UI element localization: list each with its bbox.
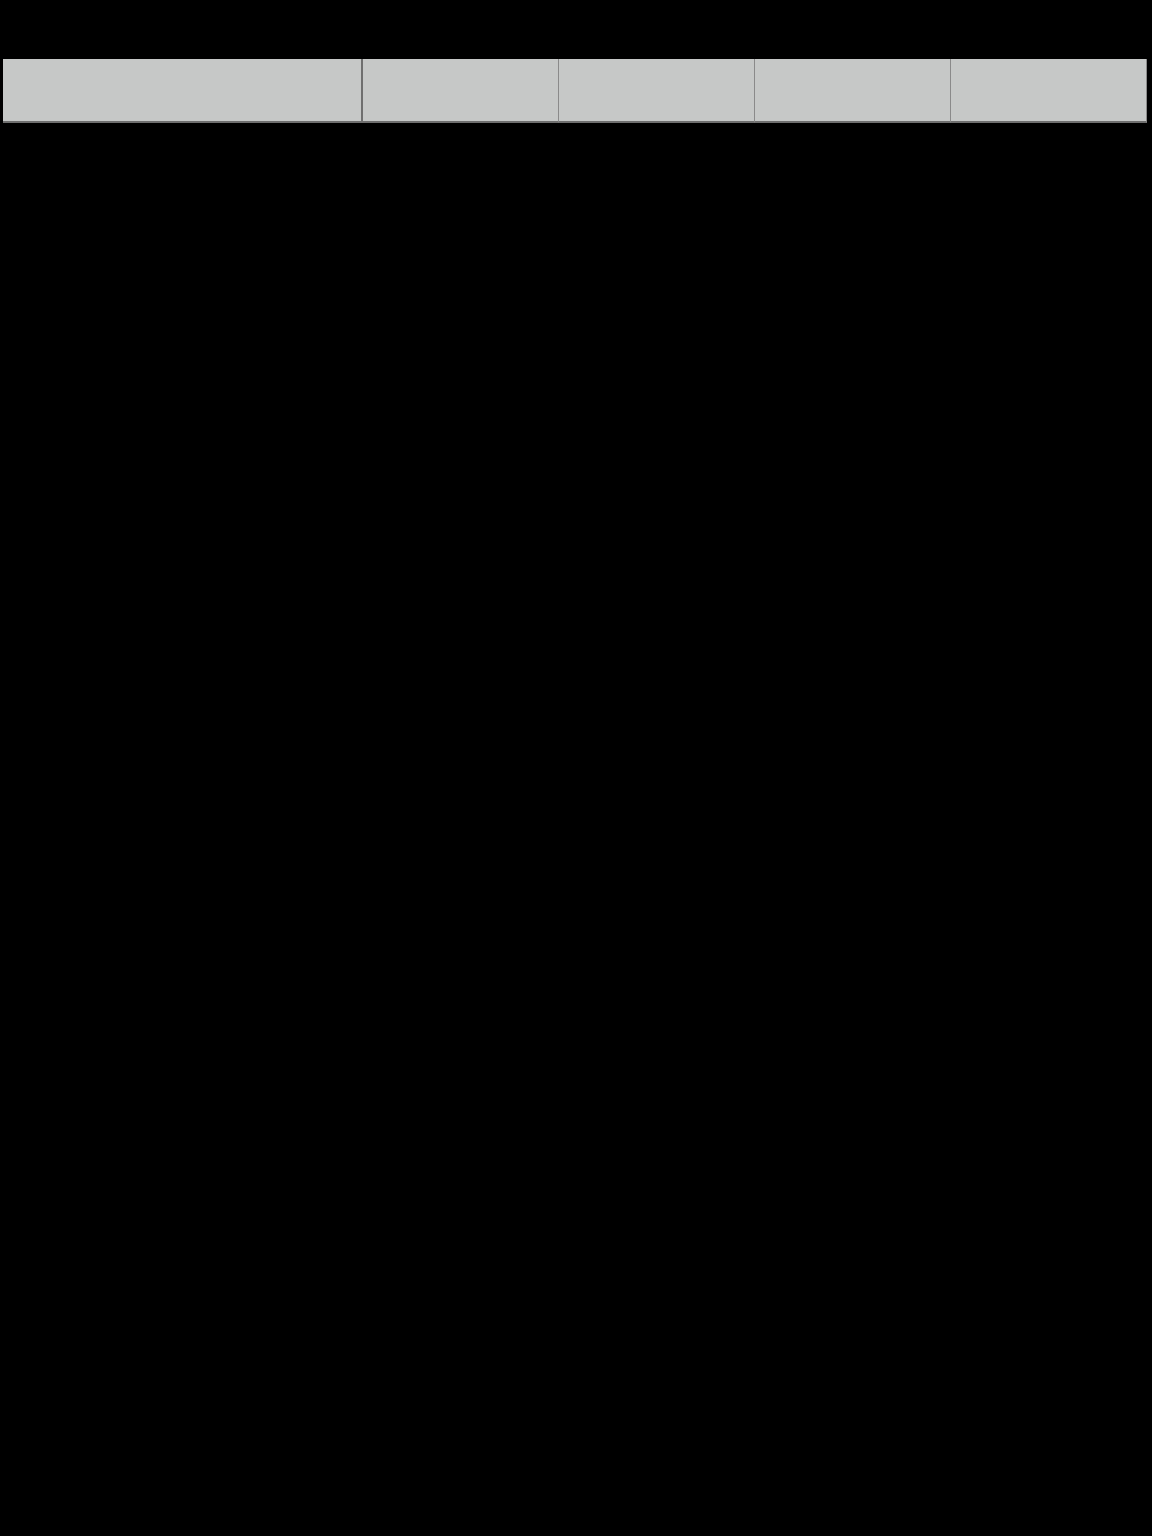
title-cell[interactable] <box>3 59 363 123</box>
header-cell[interactable] <box>755 59 951 123</box>
header-cell[interactable] <box>951 59 1147 123</box>
header-row <box>3 59 1147 123</box>
header-cell[interactable] <box>363 59 559 123</box>
header-cell[interactable] <box>559 59 755 123</box>
